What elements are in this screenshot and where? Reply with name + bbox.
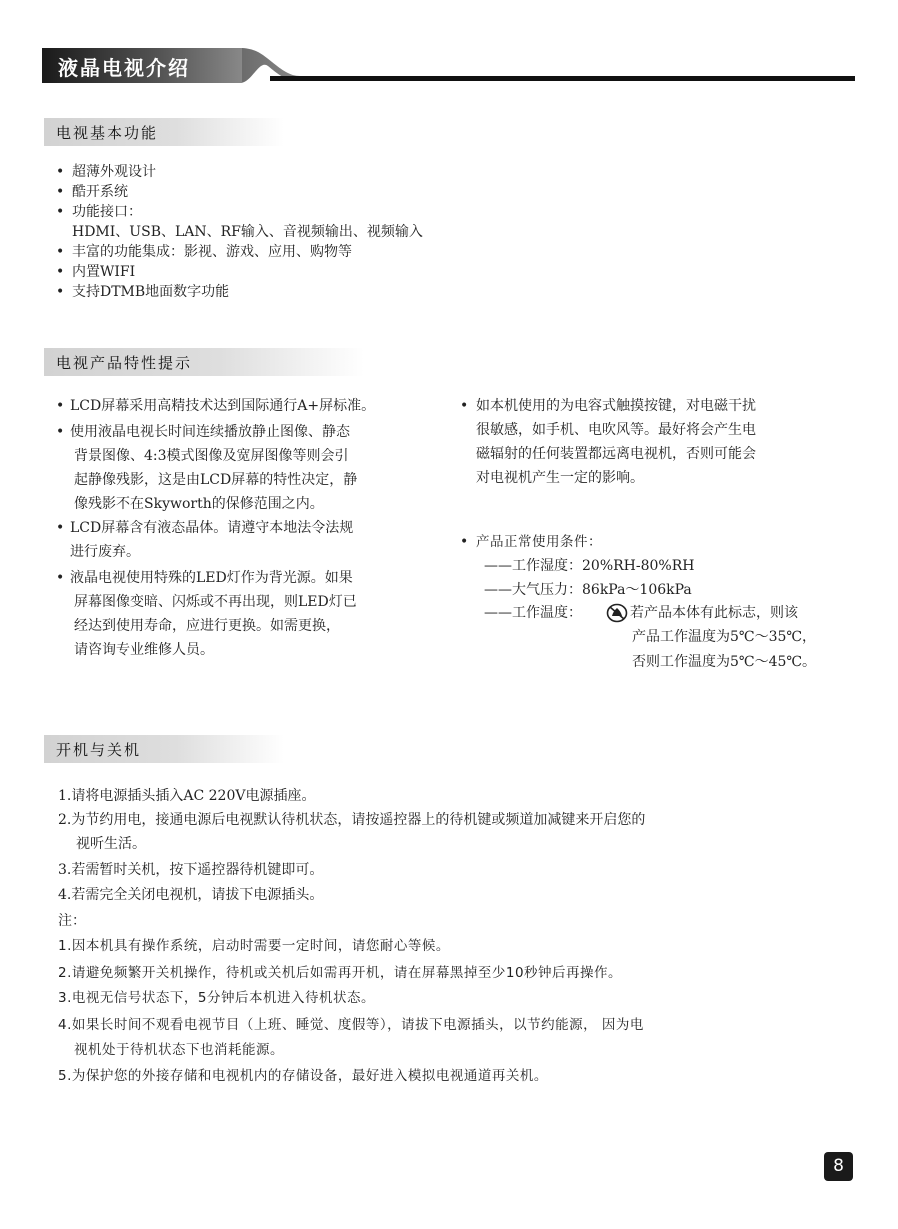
step-line: 4.若需完全关闭电视机，请拔下电源插头。 [58, 887, 324, 903]
conditions-heading: 产品正常使用条件： [476, 534, 602, 550]
header-title: 液晶电视介绍 [58, 56, 190, 80]
bullet: • [460, 534, 469, 550]
bullet: • [56, 398, 65, 414]
bullet: • [56, 264, 65, 280]
section-bar-power [44, 735, 284, 763]
feature-line: 液晶电视使用特殊的LED灯作为背光源。如果 [70, 570, 353, 586]
list-item: 超薄外观设计 [72, 164, 156, 180]
feature-line: 对电视机产生一定的影响。 [476, 470, 644, 486]
bullet: • [460, 398, 469, 414]
note-line: 4.如果长时间不观看电视节目（上班、睡觉、度假等），请拔下电源插头，以节约能源， 因为电 [58, 1017, 644, 1033]
list-item: 丰富的功能集成：影视、游戏、应用、购物等 [72, 244, 352, 260]
feature-line: 如本机使用的为电容式触摸按键，对电磁干扰 [476, 398, 756, 414]
feature-line: 背景图像、4:3模式图像及宽屏图像等则会引 [74, 448, 349, 464]
feature-line: 起静像残影，这是由LCD屏幕的特性决定，静 [74, 472, 358, 488]
page-number: 8 [824, 1152, 853, 1181]
feature-line: LCD屏幕采用高精技术达到国际通行A+屏标准。 [70, 398, 376, 414]
feature-line: 经达到使用寿命，应进行更换。如需更换， [74, 618, 340, 634]
feature-line: 使用液晶电视长时间连续播放静止图像、静态 [70, 424, 350, 440]
note-line: 5.为保护您的外接存储和电视机内的存储设备，最好进入模拟电视通道再关机。 [58, 1068, 548, 1084]
note-line: 视机处于待机状态下也消耗能源。 [74, 1042, 284, 1058]
list-item: HDMI、USB、LAN、RF输入、音视频输出、视频输入 [72, 224, 423, 240]
bullet: • [56, 164, 65, 180]
section-bar-features [44, 348, 364, 376]
condition-temp-label: ——工作温度： [484, 605, 582, 621]
feature-line: 请咨询专业维修人员。 [74, 642, 214, 658]
feature-line: 很敏感，如手机、电吹风等。最好将会产生电 [476, 422, 756, 438]
note-line: 3.电视无信号状态下，5分钟后本机进入待机状态。 [58, 990, 375, 1006]
list-item: 支持DTMB地面数字功能 [72, 284, 230, 300]
section-title-power: 开机与关机 [56, 741, 142, 759]
feature-line: 像残影不在Skyworth的保修范围之内。 [74, 496, 324, 512]
condition-humidity: ——工作湿度：20%RH-80%RH [484, 558, 695, 574]
feature-line: 屏幕图像变暗、闪烁或不再出现，则LED灯已 [74, 594, 357, 610]
feature-line: 磁辐射的任何装置都远离电视机，否则可能会 [476, 446, 756, 462]
step-line: 2.为节约用电，接通电源后电视默认待机状态，请按遥控器上的待机键或频道加减键来开启您的 [58, 812, 646, 828]
bullet: • [56, 520, 65, 536]
step-line: 3.若需暂时关机，按下遥控器待机键即可。 [58, 862, 324, 878]
section-title-features: 电视产品特性提示 [56, 354, 193, 372]
bullet: • [56, 284, 65, 300]
bullet: • [56, 424, 65, 440]
list-item: 功能接口： [72, 204, 142, 220]
bullet: • [56, 570, 65, 586]
list-item: 内置WIFI [72, 264, 136, 280]
condition-temp-text-1: 若产品本体有此标志，则该 [630, 605, 798, 621]
section-title-basic: 电视基本功能 [56, 124, 159, 142]
note-line: 2.请避免频繁开关机操作，待机或关机后如需再开机，请在屏幕黑掉至少10秒钟后再操作。 [58, 965, 623, 981]
list-item: 酷开系统 [72, 184, 128, 200]
step-line: 视听生活。 [76, 836, 146, 852]
no-water-icon [606, 603, 628, 623]
feature-line: LCD屏幕含有液态晶体。请遵守本地法令法规 [70, 520, 354, 536]
bullet: • [56, 244, 65, 260]
condition-temp-text-2: 产品工作温度为5℃～35℃， [632, 629, 817, 645]
header-rule [270, 76, 855, 81]
bullet: • [56, 204, 65, 220]
section-bar-basic [44, 118, 284, 146]
bullet: • [56, 184, 65, 200]
step-line: 1.请将电源插头插入AC 220V电源插座。 [58, 788, 316, 804]
note-line: 1.因本机具有操作系统，启动时需要一定时间，请您耐心等候。 [58, 938, 450, 954]
condition-temp-text-3: 否则工作温度为5℃～45℃。 [632, 654, 817, 670]
condition-pressure: ——大气压力：86kPa～106kPa [484, 582, 692, 598]
feature-line: 进行废弃。 [70, 544, 140, 560]
note-label: 注： [58, 913, 86, 929]
